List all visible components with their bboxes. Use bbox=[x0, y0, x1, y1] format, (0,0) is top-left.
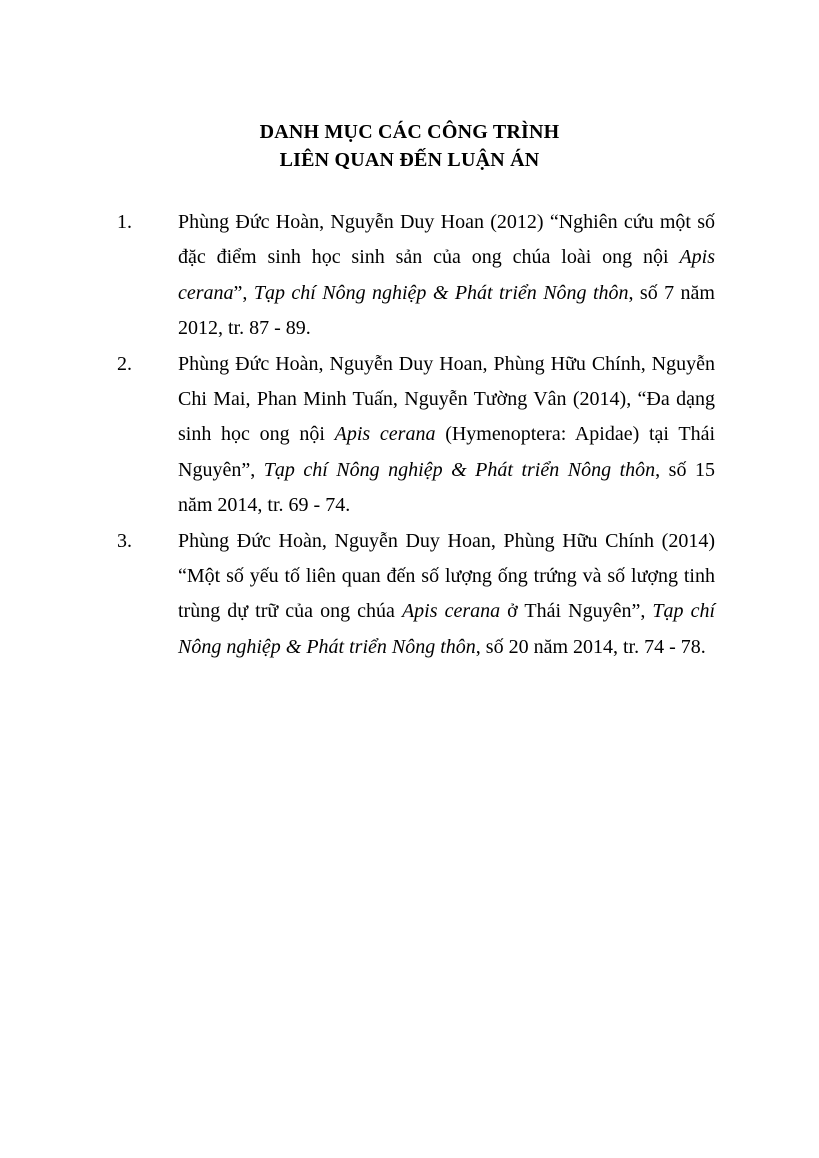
journal-name: Tạp chí Nông nghiệp & Phát triển Nông thôn bbox=[263, 458, 656, 481]
page-title-line-1: DANH MỤC CÁC CÔNG TRÌNH bbox=[259, 121, 560, 143]
reference-text bbox=[178, 347, 715, 524]
reference-connector: (Hymenoptera: Apidae) tại Thái Nguyên”, bbox=[178, 423, 715, 481]
reference-issue: , số 15 năm 2014, tr. 69 - 74. bbox=[178, 458, 715, 517]
reference-issue: , số 20 năm 2014, tr. 74 - 78. bbox=[475, 635, 706, 658]
journal-name: Tạp chí Nông nghiệp & Phát triển Nông thôn bbox=[178, 600, 716, 658]
reference-authors-title: Phùng Đức Hoàn, Nguyễn Duy Hoan, Phùng Hữu Chính (2014) “Một số yếu tố liên quan đến số lượng ống trứng và số lượng tinh trùng dự trữ của ong chúa bbox=[178, 529, 715, 623]
species-name: Apis cerana bbox=[334, 423, 436, 446]
page-title-line-2: LIÊN QUAN ĐẾN LUẬN ÁN bbox=[279, 149, 540, 171]
reference-number: 3. bbox=[117, 529, 132, 552]
reference-item-3 bbox=[0, 524, 819, 666]
reference-issue: , số 7 năm 2012, tr. 87 - 89. bbox=[178, 281, 715, 340]
journal-name: Tạp chí Nông nghiệp & Phát triển Nông thôn bbox=[253, 281, 629, 304]
reference-number: 2. bbox=[117, 352, 132, 375]
reference-item-1 bbox=[0, 205, 819, 347]
reference-text bbox=[178, 205, 715, 347]
species-name: Apis cerana bbox=[401, 600, 501, 623]
reference-authors-title: Phùng Đức Hoàn, Nguyễn Duy Hoan (2012) “Nghiên cứu một số đặc điểm sinh học sinh sản của ong chúa loài ong nội bbox=[178, 211, 715, 269]
reference-list bbox=[0, 205, 819, 665]
reference-authors-title: Phùng Đức Hoàn, Nguyễn Duy Hoan, Phùng Hữu Chính, Nguyễn Chi Mai, Phan Minh Tuấn, Nguyễn Tường Vân (2014), “Đa dạng sinh học ong nội bbox=[178, 352, 715, 446]
reference-connector: ”, bbox=[233, 281, 254, 304]
reference-connector: ở Thái Nguyên”, bbox=[500, 600, 653, 623]
species-name: Apis cerana bbox=[178, 246, 715, 304]
reference-number: 1. bbox=[117, 211, 132, 233]
reference-item-2 bbox=[0, 347, 819, 524]
reference-text bbox=[178, 524, 715, 666]
